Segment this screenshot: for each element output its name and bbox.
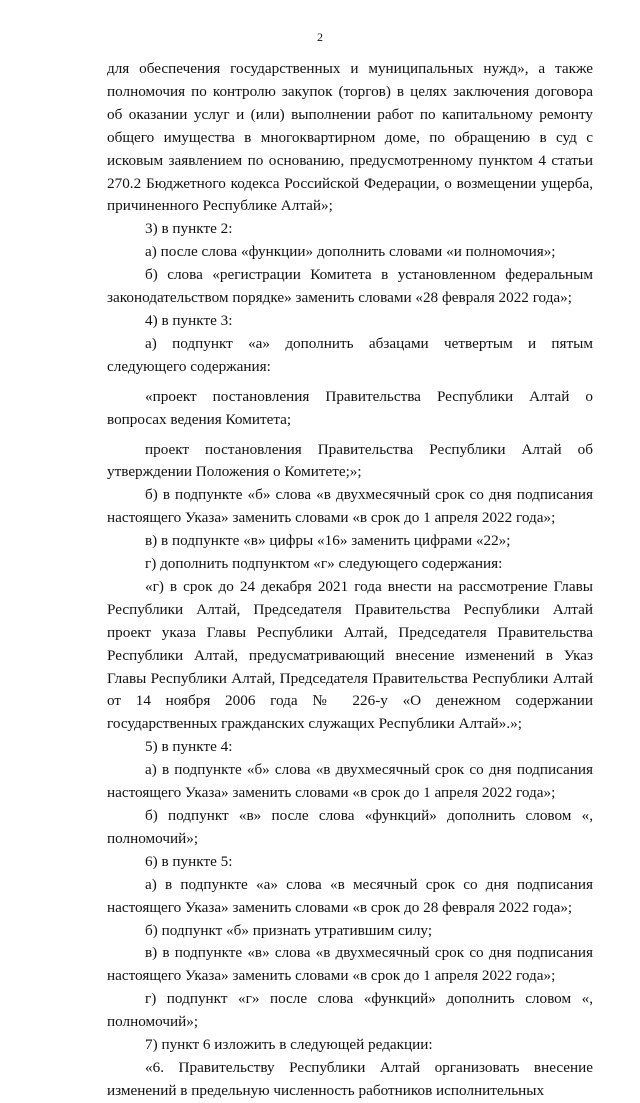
paragraph-item-6: 6) в пункте 5: bbox=[145, 852, 233, 870]
paragraph-item-3b: б) слова «регистрации Комитета в установленном федеральным законодательством порядке» заменить словами «28 февраля 2022 года»; bbox=[107, 266, 593, 307]
paragraph-item-5: 5) в пункте 4: bbox=[145, 738, 233, 756]
paragraph-quote-subitem-g: «г) в срок до 24 декабря 2021 года внести на рассмотрение Главы Республики Алтай, Председателя Правительства Республики Алтай проект указа Главы Республики Алтай, Председателя Правительства Республики Алтай, предусматривающий внесение изменений в Указ Главы Республики Алтай, Председателя Правительства Республики Алтай от 14 ноября 2006 года № 226-у «О денежном содержании государственных гражданских служащих Республики Алтай».»; bbox=[107, 577, 593, 733]
paragraph-item-3: 3) в пункте 2: bbox=[145, 220, 233, 238]
paragraph-quote-project-2: проект постановления Правительства Республики Алтай об утверждении Положения о Комитете;»; bbox=[107, 440, 593, 481]
paragraph-item-6a: а) в подпункте «а» слова «в месячный срок со дня подписания настоящего Указа» заменить словами «в срок до 28 февраля 2022 года»; bbox=[107, 875, 593, 916]
paragraph-item-5a: а) в подпункте «б» слова «в двухмесячный срок со дня подписания настоящего Указа» заменить словами «в срок до 1 апреля 2022 года»; bbox=[107, 761, 593, 802]
document-body bbox=[107, 58, 593, 1103]
paragraph-item-4b: б) в подпункте «б» слова «в двухмесячный срок со дня подписания настоящего Указа» заменить словами «в срок до 1 апреля 2022 года»; bbox=[107, 486, 593, 527]
paragraph-item-6v: в) в подпункте «в» слова «в двухмесячный срок со дня подписания настоящего Указа» заменить словами «в срок до 1 апреля 2022 года»; bbox=[107, 944, 593, 985]
paragraph-item-6b: б) подпункт «б» признать утратившим силу; bbox=[145, 921, 433, 939]
paragraph-item-4v: в) в подпункте «в» цифры «16» заменить цифрами «22»; bbox=[145, 532, 511, 550]
paragraph-item-7: 7) пункт 6 изложить в следующей редакции: bbox=[145, 1036, 433, 1054]
paragraph-item-4g: г) дополнить подпунктом «г» следующего содержания: bbox=[145, 555, 503, 573]
paragraph-item-6g: г) подпункт «г» после слова «функций» дополнить словом «, полномочий»; bbox=[107, 990, 593, 1031]
paragraph-item-4a: а) подпункт «а» дополнить абзацами четвертым и пятым следующего содержания: bbox=[107, 334, 593, 375]
paragraph-quote-item-6: «6. Правительству Республики Алтай организовать внесение изменений в предельную численность работников исполнительных bbox=[107, 1058, 593, 1099]
paragraph-item-4: 4) в пункте 3: bbox=[145, 311, 233, 329]
paragraph-item-5b: б) подпункт «в» после слова «функций» дополнить словом «, полномочий»; bbox=[107, 807, 593, 847]
paragraph-quote-project-1: «проект постановления Правительства Республики Алтай о вопросах ведения Комитета; bbox=[107, 387, 593, 428]
paragraph-item-3a: а) после слова «функции» дополнить словами «и полномочия»; bbox=[145, 243, 556, 261]
page-number: 2 bbox=[317, 30, 323, 44]
paragraph-continuation: для обеспечения государственных и муниципальных нужд», а также полномочия по контролю закупок (торгов) в целях заключения договора об оказании услуг и (или) выполнении работ по капитальному ремонту общего имущества в многоквартирном доме, по обращению в суд с исковым заявлением по основанию, предусмотренному пунктом 4 статьи 270.2 Бюджетного кодекса Российской Федерации, о возмещении ущерба, причиненного Республике Алтай»; bbox=[107, 60, 593, 215]
